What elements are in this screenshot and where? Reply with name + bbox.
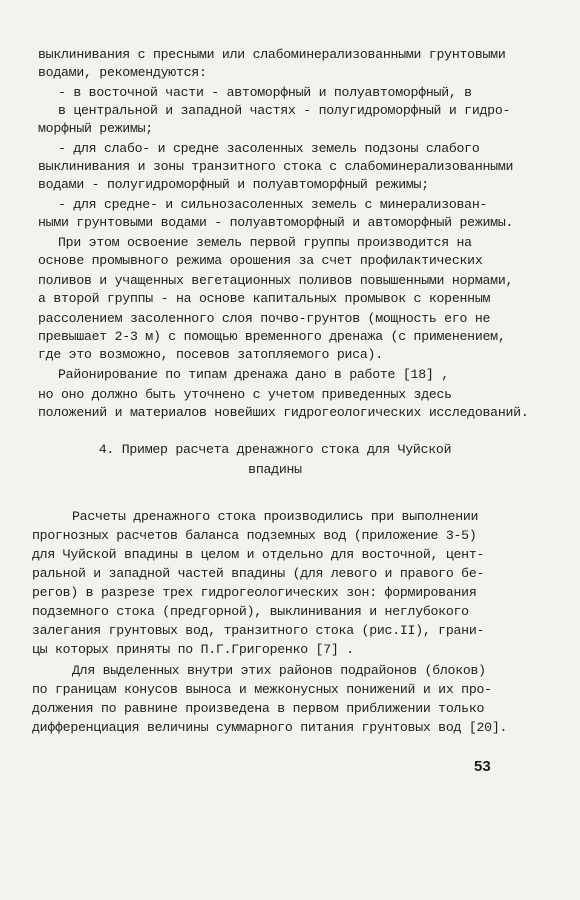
text-line: ными грунтовыми водами - полуавтоморфный и автоморфный режимы. xyxy=(38,215,514,230)
text-line: ральной и западной частей впадины (для левого и правого бе- xyxy=(32,566,485,581)
text-line: При этом освоение земель первой группы производится на xyxy=(58,235,472,250)
text-line: Для выделенных внутри этих районов подрайонов (блоков) xyxy=(72,663,486,678)
text-line: морфный режимы; xyxy=(38,121,153,136)
section-heading: 4. Пример расчета дренажного стока для Чуйской xyxy=(98,442,452,457)
section-heading: впадины xyxy=(248,462,302,477)
text-line: выклинивания с пресными или слабоминерализованными грунтовыми xyxy=(38,47,506,62)
text-line: поливов и учащенных вегетационных поливов повышенными нормами, xyxy=(38,273,514,288)
text-line: - в восточной части - автоморфный и полуавтоморфный, в xyxy=(58,85,472,100)
text-line: выклинивания и зоны транзитного стока с слабоминерализованными xyxy=(38,159,514,174)
text-line: основе промывного режима орошения за счет профилактических xyxy=(38,253,483,268)
text-line: регов) в разрезе трех гидрогеологических зон: формирования xyxy=(32,585,477,600)
text-line: водами, рекомендуются: xyxy=(38,65,207,80)
page-number: 53 xyxy=(474,758,491,775)
text-line: для Чуйской впадины в целом и отдельно для восточной, цент- xyxy=(32,547,485,562)
text-line: но оно должно быть уточнено с учетом приведенных здесь xyxy=(38,387,452,402)
text-line: Районирование по типам дренажа дано в работе [18] , xyxy=(58,367,449,382)
text-line: должения по равнине произведена в первом приближении только xyxy=(32,701,485,716)
text-line: водами - полугидроморфный и полуавтоморфный режимы; xyxy=(38,177,429,192)
text-line: превышает 2-3 м) с помощью временного дренажа (с применением, xyxy=(38,329,506,344)
text-line: подземного стока (предгорной), выклинивания и неглубокого xyxy=(32,604,469,619)
text-line: - для средне- и сильнозасоленных земель с минерализован- xyxy=(58,197,488,212)
text-line: в центральной и западной частях - полугидроморфный и гидро- xyxy=(58,103,511,118)
text-line: дифференциация величины суммарного питания грунтовых вод [20]. xyxy=(32,720,508,735)
text-line: положений и материалов новейших гидрогеологических исследований. xyxy=(38,405,529,420)
text-line: по границам конусов выноса и межконусных понижений и их про- xyxy=(32,682,492,697)
text-line: где это возможно, посевов затопляемого риса). xyxy=(38,347,383,362)
text-line: цы которых приняты по П.Г.Григоренко [7] . xyxy=(32,642,354,657)
text-line: рассолением засоленного слоя почво-грунтов (мощность его не xyxy=(38,311,491,326)
text-line: Расчеты дренажного стока производились при выполнении xyxy=(72,509,479,524)
text-line: - для слабо- и средне засоленных земель подзоны слабого xyxy=(58,141,480,156)
text-line: залегания грунтовых вод, транзитного стока (рис.II), грани- xyxy=(32,623,485,638)
text-line: а второй группы - на основе капитальных промывок с коренным xyxy=(38,291,491,306)
text-line: прогнозных расчетов баланса подземных вод (приложение 3-5) xyxy=(32,528,477,543)
